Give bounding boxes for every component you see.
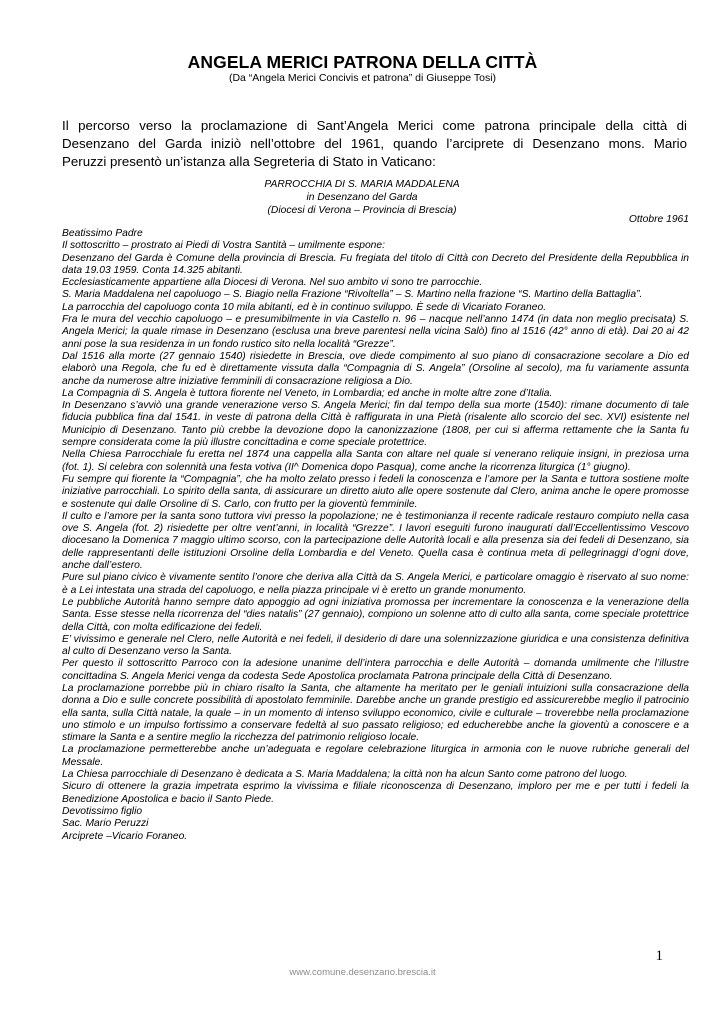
- letter-paragraph: S. Maria Maddalena nel capoluogo – S. Biagio nella Frazione “Rivoltella” – S. Martino nella frazione “S. Martino della Battaglia”.: [62, 289, 643, 301]
- letter-paragraph: La Compagnia di S. Angela è tuttora fiorente nel Veneto, in Lombardia; ed anche in molte altre zone d’Italia.: [62, 387, 553, 399]
- document-subtitle: (Da “Angela Merici Concivis et patrona” di Giuseppe Tosi): [228, 72, 497, 84]
- letter-paragraph: Pure sul piano civico è vivamente sentito l’onore che deriva alla Città da S. Angela Merici, e particolare omaggio è riservato al suo nome: è a Lei intestata una strada del capoluogo, e nella piazza principale vi è eretto un grande monumento.: [62, 572, 689, 596]
- letter-paragraph: Dal 1516 alla morte (27 gennaio 1540) risiedette in Brescia, ove diede compimento al suo piano di consacrazione secolare a Dio ed elaborò una Regola, che fu ed è direttamente vissuta dalla “Compagnia di S. Angela” (Orsoline al secolo), ma fu variamente assunta anche da numerose altre iniziative femminili di consacrazione religiosa a Dio.: [62, 350, 689, 387]
- letter-paragraph: La Chiesa parrocchiale di Desenzano è dedicata a S. Maria Maddalena; la città non ha alcun Santo come patrono del luogo.: [62, 769, 628, 781]
- parish-name: PARROCCHIA DI S. MARIA MADDALENA: [264, 179, 460, 190]
- letter-paragraph: Il sottoscritto – prostrato ai Piedi di Vostra Santità – umilmente espone:: [62, 240, 385, 252]
- letter-paragraph: La proclamazione porrebbe più in chiaro risalto la Santa, che altamente ha meritato per le geniali intuizioni sulla consacrazione della donna a Dio e sulle concrete possibilità di apostolato femminile. Darebbe anche un grande prestigio ed assicurerebbe meglio il patrocinio ella santa, sulla Città natale, la quale – in un momento di intenso sviluppo economico, civile e culturale – troverebbe nella proclamazione uno stimolo e un impulso fortissimo a conservare fedeltà al suo passato religioso; ed educherebbe anche la gioventù a conoscere e a stimare la Santa e a sentire meglio la ricchezza del patrimonio religioso locale.: [62, 682, 689, 744]
- footer-website: www.comune.desenzano.brescia.it: [289, 967, 436, 978]
- intro-paragraph: [62, 117, 687, 171]
- letter-paragraph: Sicuro di ottenere la grazia impetrata esprimo la vivissima e filiale riconoscenza di Desenzano, imploro per me e per tutti i fedeli la Benedizione Apostolica e bacio il Santo Piede.: [62, 781, 689, 805]
- letter-paragraph: Nella Chiesa Parrocchiale fu eretta nel 1874 una cappella alla Santa con altare nel quale si venerano reliquie insigni, in preziosa urna (fot. 1). Si celebra con solennità una festa votiva (II^ Domenica dopo Pasqua), come anche la ricorrenza liturgica (1° giugno).: [62, 449, 689, 473]
- letter-paragraph: Fra le mura del vecchio capoluogo – e presumibilmente in via Castello n. 96 – nacque nell’anno 1474 (in data non meglio precisata) S. Angela Merici; la quale rimase in Desenzano (esclusa una breve parentesi nella vicina Salò) fino al 1516 (42° anno di età). Dai 20 ai 42 anni pose la sua residenza in un fondo rustico sito nella località “Grezze”.: [62, 314, 689, 350]
- letter-body: [62, 228, 689, 843]
- page-number: 1: [655, 948, 663, 964]
- letter-closing: Devotissimo figlio: [62, 805, 143, 817]
- parish-diocese: (Diocesi di Verona – Provincia di Brescia): [267, 205, 457, 216]
- letter-paragraph: Ecclesiasticamente appartiene alla Diocesi di Verona. Nel suo ambito vi sono tre parrocchie.: [62, 277, 483, 289]
- document-title: ANGELA MERICI PATRONA DELLA CITTÀ: [187, 52, 538, 72]
- letter-paragraph: La proclamazione permetterebbe anche un’adeguata e regolare celebrazione liturgica in armonia con le nuove rubriche generali del Messale.: [62, 744, 689, 768]
- letter-paragraph: Fu sempre qui fiorente la “Compagnia”, che ha molto zelato presso i fedeli la conoscenza e l’amore per la Santa e tuttora sostiene molte iniziative parrocchiali. Lo spirito della santa, di assicurare un diretto aiuto alle opere sostenute dal Clero, anima anche le opere promosse e sostenute qui dalle Orsoline di S. Carlo, con frutto per la gioventù femminile.: [62, 473, 689, 510]
- letter-paragraph: Per questo il sottoscritto Parroco con la adesione unanime dell’intera parrocchia e delle Autorità – domanda umilmente che l’illustre concittadina S. Angela Merici venga da codesta Sede Apostolica proclamata Patrona principale della Città di Desenzano.: [62, 658, 689, 682]
- letter-signature: Sac. Mario Peruzzi: [62, 818, 149, 830]
- letter-signer-title: Arciprete –Vicario Foraneo.: [62, 830, 188, 842]
- letter-paragraph: Beatissimo Padre: [62, 228, 143, 239]
- letter-paragraph: Il culto e l’amore per la santa sono tuttora vivi presso la popolazione; ne è testimonianza il recente radicale restauro compiuto nella casa ove S. Angela (fot. 2) risiedette per oltre vent’anni, in località “Grezze”. I lavori eseguiti furono inaugurati dall’Eccellentissimo Vescovo diocesano la Domenica 7 maggio ultimo scorso, con la partecipazione delle Autorità locali e alla presenza sia dei fedeli di Desenzano, sia delle rappresentanti delle istituzioni Orsoline della Lombardia e del Veneto. Quella casa è continua meta di pellegrinaggi d’ogni dove, anche dall’estero.: [62, 510, 689, 572]
- letter-heading: [62, 178, 662, 217]
- letter-paragraph: In Desenzano s’avviò una grande venerazione verso S. Angela Merici; fin dal tempo della sua morte (1540): rimane documento di tale fiducia pubblica fina dal 1541. in veste di patrona della Città è raffigurata in una Pietà (risalente allo scorcio del sec. XVI) esistente nel Municipio di Desenzano. Tanto più crebbe la devozione dopo la canonizzazione (1808, per cui si afferma rettamente che la Santa fu sempre considerata come la più illustre concittadina e come speciale protettrice.: [62, 400, 689, 449]
- intro-line: Il percorso verso la proclamazione di Sant’Angela Merici come patrona principale della città di: [62, 118, 687, 133]
- intro-line: Desenzano del Garda iniziò nell’ottobre del 1961, quando l’arciprete di Desenzano mons. Mario: [62, 136, 687, 151]
- letter-paragraph: Desenzano del Garda è Comune della provincia di Brescia. Fu fregiata del titolo di Città con Decreto del Presidente della Repubblica in data 19.03 1959. Conta 14.325 abitanti.: [62, 252, 689, 276]
- letter-paragraph: E’ vivissimo e generale nel Clero, nelle Autorità e nei fedeli, il desiderio di dare una solennizzazione giuridica e una consistenza definitiva al culto di Desenzano verso la Santa.: [62, 633, 689, 658]
- letter-date: Ottobre 1961: [628, 214, 689, 225]
- letter-paragraph: Le pubbliche Autorità hanno sempre dato appoggio ad ogni iniziativa promossa per incrementare la conoscenza e la venerazione della Santa. Esse stesse nella ricorrenza del “dies natalis” (27 gennaio), compiono un solenne atto di culto alla santa, come speciale protettrice della Città, con molta edificazione dei fedeli.: [62, 596, 689, 633]
- parish-location: in Desenzano del Garda: [306, 192, 418, 203]
- intro-line: Peruzzi presentò un’istanza alla Segreteria di Stato in Vaticano:: [62, 154, 436, 169]
- letter-paragraph: La parrocchia del capoluogo conta 10 mila abitanti, ed è in continuo sviluppo. È sede di Vicariato Foraneo.: [62, 301, 547, 313]
